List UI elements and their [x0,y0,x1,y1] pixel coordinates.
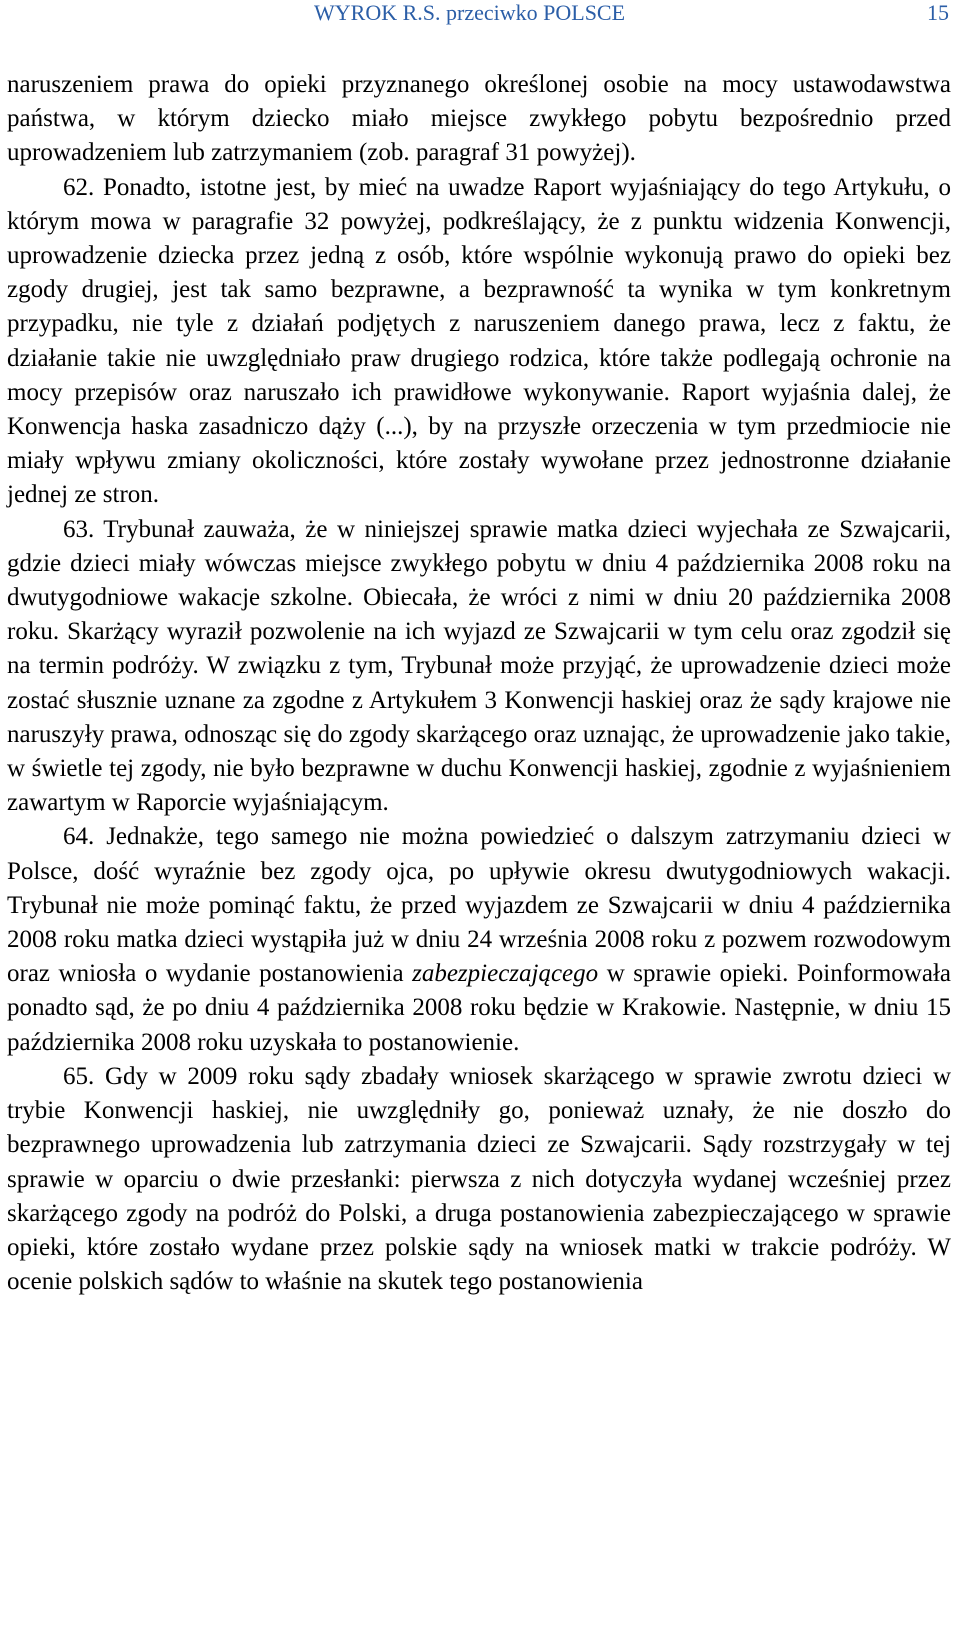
header-title: WYROK R.S. przeciwko POLSCE [314,0,626,25]
paragraph-64-text-before: 64. Jednakże, tego samego nie można powiedzieć o dalszym zatrzymaniu dzieci w Polsce, dość wyraźnie bez zgody ojca, po upływie okresu dwutygodniowych wakacji. Trybunał nie może pominąć faktu, że przed wyjazdem ze Szwajcarii w dniu 4 października 2008 roku matka dzieci wystąpiła już w dniu 24 września 2008 roku z pozwem rozwodowym oraz wniosła o wydanie postanowienia [7,823,951,988]
paragraph-65: 65. Gdy w 2009 roku sądy zbadały wniosek skarżącego w sprawie zwrotu dzieci w trybie Konwencji haskiej, nie uwzględniły go, ponieważ uznały, że nie doszło do bezprawnego uprowadzenia lub zatrzymania dzieci ze Szwajcarii. Sądy rozstrzygały w tej sprawie w oparciu o dwie przesłanki: pierwsza z nich dotyczyła wydanej wcześniej przez skarżącego zgody na podróż do Polski, a druga postanowienia zabezpieczającego w sprawie opieki, które zostało wydane przez polskie sądy na wniosek matki w trakcie podróży. W ocenie polskich sądów to właśnie na skutek tego postanowienia [7,1062,951,1296]
paragraph-62: 62. Ponadto, istotne jest, by mieć na uwadze Raport wyjaśniający do tego Artykułu, o którym mowa w paragrafie 32 powyżej, podkreślający, że z punktu widzenia Konwencji, uprowadzenie dziecka przez jedną z osób, które wspólnie wykonują prawo do opieki bez zgody drugiej, jest tak samo bezprawne, a bezprawność ta wynika w tym konkretnym przypadku, nie tyle z działań podjętych z naruszeniem danego prawa, lecz z faktu, że działanie takie nie uwzględniało praw drugiego rodzica, które także podlegają ochronie na mocy przepisów oraz naruszało ich prawidłowe wykonywanie. Raport wyjaśnia dalej, że Konwencja haska zasadniczo dąży (...), by na przyszłe orzeczenia w tym przedmiocie nie miały wpływu zmiany okoliczności, które zostały wywołane przez jednostronne działanie jednej ze stron. [7,173,951,509]
running-header [7,0,951,34]
paragraph-64-italic: zabezpieczającego [412,960,599,988]
paragraph-64 [7,820,951,1059]
page-number: 15 [927,0,949,25]
paragraph-64-text-after: w sprawie opieki. Poinformowała ponadto sąd, że po dniu 4 października 2008 roku będzie w Krakowie. Następnie, w dniu 15 października 2008 roku uzyskała to postanowienie. [7,960,951,1056]
paragraph-continued: naruszeniem prawa do opieki przyznanego określonej osobie na mocy ustawodawstwa państwa, w którym dziecko miało miejsce zwykłego pobytu bezpośrednio przed uprowadzeniem lub zatrzymaniem (zob. paragraf 31 powyżej). [7,71,951,167]
paragraph-63: 63. Trybunał zauważa, że w niniejszej sprawie matka dzieci wyjechała ze Szwajcarii, gdzie dzieci miały wówczas miejsce zwykłego pobytu w dniu 4 października 2008 roku na dwutygodniowe wakacje szkolne. Obiecała, że wróci z nimi w dniu 20 października 2008 roku. Skarżący wyraził pozwolenie na ich wyjazd ze Szwajcarii w tym celu oraz zgodził się na termin podróży. W związku z tym, Trybunał może przyjąć, że uprowadzenie dzieci może zostać słusznie uznane za zgodne z Artykułem 3 Konwencji haskiej oraz że sądy krajowe nie naruszyły prawa, odnosząc się do zgody skarżącego oraz uznając, że uprowadzenie jako takie, w świetle tej zgody, nie było bezprawne w duchu Konwencji haskiej, zgodnie z wyjaśnieniem zawartym w Raporcie wyjaśniającym. [7,515,951,817]
document-body [7,68,951,1299]
